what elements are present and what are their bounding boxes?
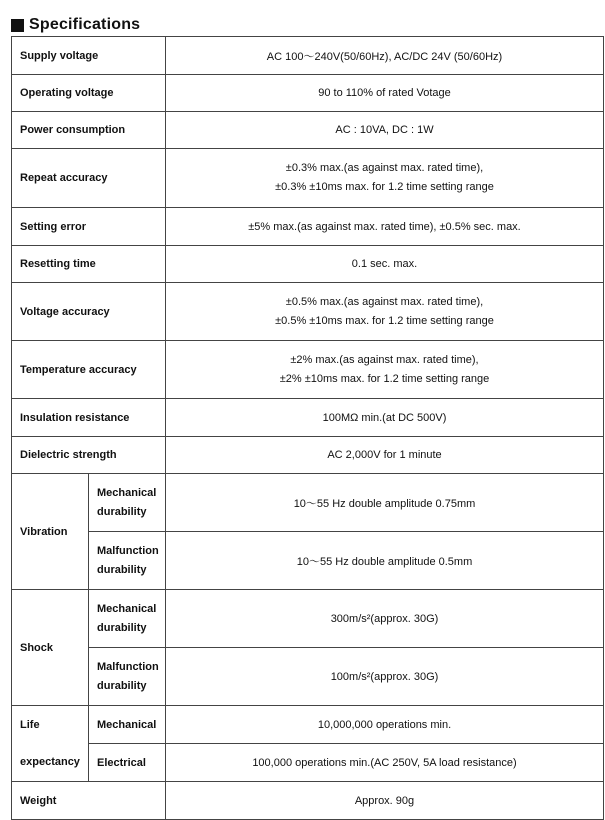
row-value: 10～55 Hz double amplitude 0.5mm: [166, 532, 604, 590]
row-label: Power consumption: [12, 112, 166, 149]
row-label: Weight: [12, 782, 166, 820]
row-value: AC : 10VA, DC : 1W: [166, 112, 604, 149]
row-value: AC 100～240V(50/60Hz), AC/DC 24V (50/60Hz): [166, 37, 604, 75]
sub-label-line: Mechanical: [97, 602, 157, 615]
sub-label-line: Mechanical: [97, 486, 157, 499]
row-value: Approx. 90g: [166, 782, 604, 820]
row-value: [166, 149, 604, 208]
table-row: [12, 246, 604, 283]
row-value: 100,000 operations min.(AC 250V, 5A load resistance): [166, 744, 604, 782]
row-label: Insulation resistance: [12, 399, 166, 437]
sub-label-line: Malfunction: [97, 544, 159, 557]
row-label: Operating voltage: [12, 75, 166, 112]
row-label: Temperature accuracy: [12, 341, 166, 399]
section-heading: [11, 15, 140, 35]
table-row: [12, 341, 604, 399]
row-label: Supply voltage: [12, 37, 166, 75]
table-row: [12, 37, 604, 75]
value-line: ±0.3% max.(as against max. rated time),: [285, 162, 484, 174]
square-bullet-icon: [11, 19, 24, 32]
group-label: expectancy: [12, 744, 89, 782]
sub-label: Mechanical: [89, 706, 166, 744]
row-value: ±5% max.(as against max. rated time), ±0.5% sec. max.: [166, 208, 604, 246]
row-label: Dielectric strength: [12, 437, 166, 474]
row-value: [166, 341, 604, 399]
table-row: [12, 112, 604, 149]
table-row: [12, 590, 604, 648]
spec-table: [11, 36, 604, 820]
table-row: [12, 437, 604, 474]
row-value: 10～55 Hz double amplitude 0.75mm: [166, 474, 604, 532]
sub-label-line: durability: [97, 621, 147, 634]
row-value: 100m/s²(approx. 30G): [166, 648, 604, 706]
value-line: ±0.5% max.(as against max. rated time),: [285, 295, 484, 308]
row-value: 0.1 sec. max.: [166, 246, 604, 283]
table-row: [12, 706, 604, 744]
sub-label: [89, 532, 166, 590]
sub-label-line: durability: [97, 505, 147, 518]
group-label: Shock: [12, 590, 89, 706]
row-label: Repeat accuracy: [12, 149, 166, 208]
table-row: [12, 75, 604, 112]
row-label: Resetting time: [12, 246, 166, 283]
table-row: [12, 283, 604, 341]
row-label: Voltage accuracy: [12, 283, 166, 341]
sub-label: [89, 590, 166, 648]
table-row: [12, 744, 604, 782]
group-label: Vibration: [12, 474, 89, 590]
table-row: [12, 648, 604, 706]
sub-label: [89, 648, 166, 706]
group-label: Life: [12, 706, 89, 744]
value-line: ±2% max.(as against max. rated time),: [290, 353, 479, 366]
table-row: [12, 149, 604, 208]
row-value: 100MΩ min.(at DC 500V): [166, 399, 604, 437]
value-line: ±0.3% ±10ms max. for 1.2 time setting range: [275, 181, 494, 193]
row-value: 300m/s²(approx. 30G): [166, 590, 604, 648]
sub-label: Electrical: [89, 744, 166, 782]
table-row: [12, 399, 604, 437]
row-value: 90 to 110% of rated Votage: [166, 75, 604, 112]
row-value: AC 2,000V for 1 minute: [166, 437, 604, 474]
value-line: ±0.5% ±10ms max. for 1.2 time setting range: [275, 314, 494, 327]
value-line: ±2% ±10ms max. for 1.2 time setting range: [279, 372, 490, 385]
table-row: [12, 474, 604, 532]
sub-label: [89, 474, 166, 532]
sub-label-line: durability: [97, 679, 147, 692]
table-row: [12, 782, 604, 820]
row-label: Setting error: [12, 208, 166, 246]
page-title: Specifications: [29, 16, 141, 33]
table-row: [12, 208, 604, 246]
table-row: [12, 532, 604, 590]
sub-label-line: Malfunction: [97, 660, 159, 673]
sub-label-line: durability: [97, 563, 147, 576]
row-value: [166, 283, 604, 341]
row-value: 10,000,000 operations min.: [166, 706, 604, 744]
